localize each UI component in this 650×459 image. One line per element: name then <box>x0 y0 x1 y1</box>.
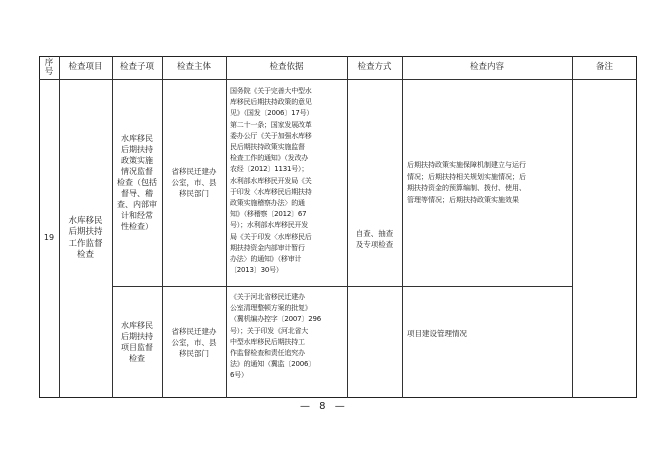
row-method: 自查、抽查 及专项检查 <box>355 228 394 249</box>
header-subitem: 检查子项 <box>119 62 154 73</box>
header-basis: 检查依据 <box>269 62 304 73</box>
subrow-2-basis: 《关于河北省移民迁建办 公室清理整顿方案的批复》 （冀机编办控字〔2007〕296 号）；关于印发《河北省大 中型水库移民后期扶持工 作监督检查和责任追究办 法》的通知（冀监〔2006〕 6号） <box>230 293 321 380</box>
header-method: 检查方式 <box>357 62 392 73</box>
subrow-2-subject: 省移民迁建办 公室，市、县 移民部门 <box>171 326 217 358</box>
header-subject: 检查主体 <box>176 62 211 73</box>
subrow-1-content: 后期扶持政策实施保障机制建立与运行 情况；后期扶持相关规划实施情况；后 期扶持资金的预算编制、拨付、使用、 管理等情况；后期扶持政策实施效果 <box>407 161 526 204</box>
row-seq: 19 <box>43 233 55 243</box>
col-divider-method <box>402 56 403 398</box>
header-remark: 备注 <box>595 62 613 73</box>
subrow-2-subitem: 水库移民 后期扶持 项目监督 检查 <box>121 321 153 363</box>
subrow-1-subitem: 水库移民 后期扶持 政策实施 情况监督 检查（包括 督导、稽 查、内部审 计和经常 性检查） <box>117 134 157 231</box>
header-content: 检查内容 <box>469 62 504 73</box>
subrow-1-subject: 省移民迁建办 公室，市、县 移民部门 <box>171 167 217 198</box>
row-remark <box>572 79 637 398</box>
subrow-1-basis: 国务院《关于完善大中型水 库移民后期扶持政策的意见 见》（国发〔2006〕17号） 第二十一条；国家发展改革 委办公厅《关于加强水库移 民后期扶持政策实施监督 检查工作的通知》（发改办 农经〔2012〕1131号）； 水利部水库移民开发局《关 于印发〈水库移民后期扶持 政策实施稽察办法〉的通 知》（移稽察〔2012〕67 号）；水利部水库移民开发 局《关于印发〈水库移民后 期扶持资金内部审计暂行 办法〉的通知》（移审计 〔2013〕30号） <box>230 87 314 275</box>
subrow-2-content: 项目建设管理情况 <box>407 329 467 338</box>
header-seq: 序 号 <box>44 57 54 77</box>
row-item: 水库移民 后期扶持 工作监督 检查 <box>68 215 103 260</box>
col-divider-subject <box>226 56 227 398</box>
header-item: 检查项目 <box>68 62 103 73</box>
page-number: — 8 — <box>300 401 348 412</box>
